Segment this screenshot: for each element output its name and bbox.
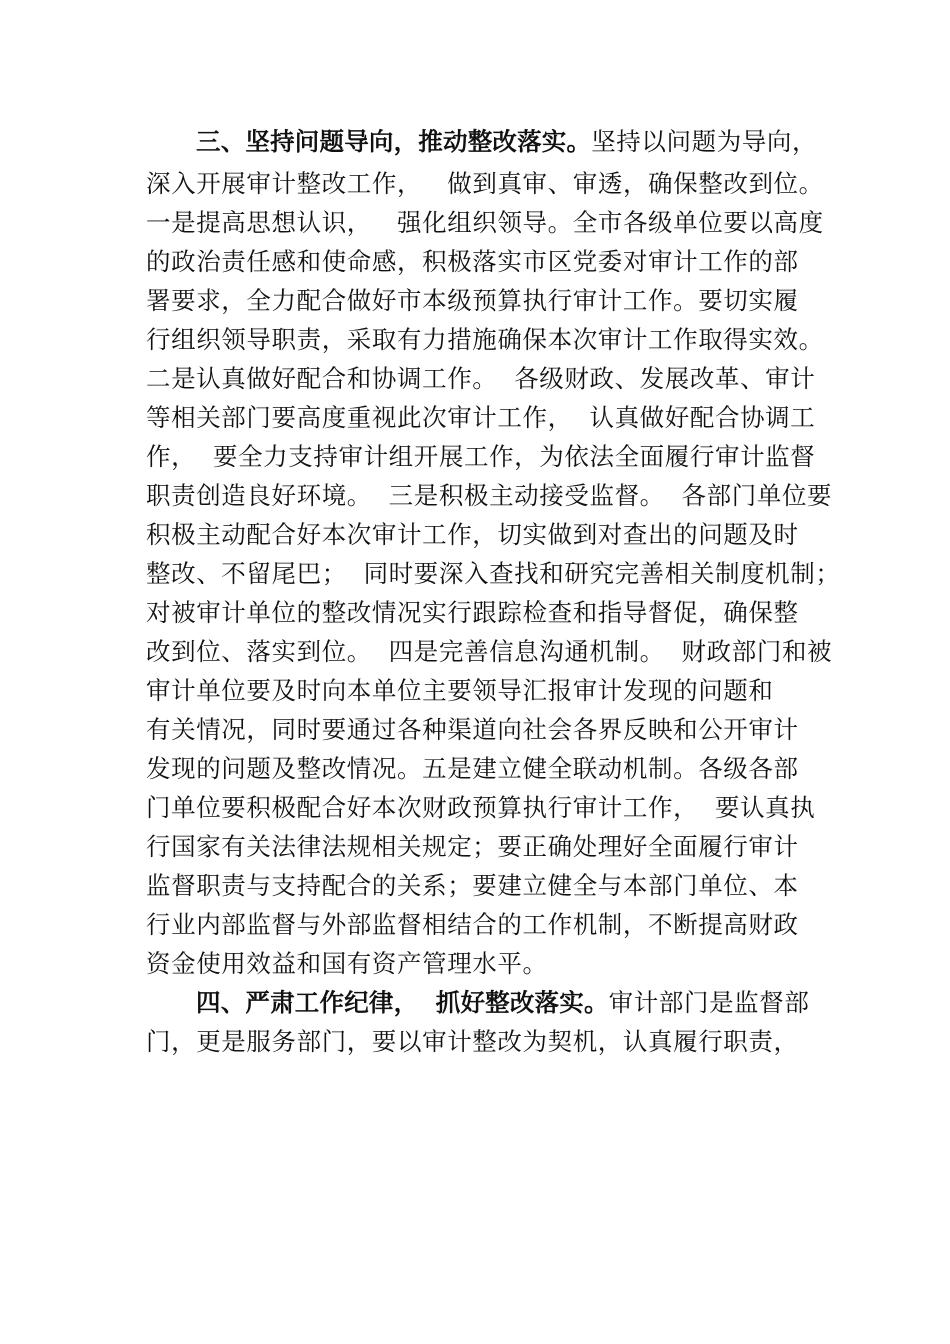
paragraph-line: 二是认真做好配合和协调工作。 各级财政、发展改革、审计: [146, 364, 816, 393]
paragraph-line: 积极主动配合好本次审计工作，切实做到对查出的问题及时: [146, 520, 799, 549]
paragraph-line: 对被审计单位的整改情况实行跟踪检查和指导督促，确保整: [146, 598, 799, 627]
paragraph-line: 等相关部门要高度重视此次审计工作， 认真做好配合协调工: [146, 403, 816, 432]
section-three-paragraph: [146, 120, 841, 983]
paragraph-line: 深入开展审计整改工作， 做到真审、审透，确保整改到位。: [146, 169, 824, 198]
paragraph-line: 审计单位要及时向本单位主要领导汇报审计发现的问题和: [146, 676, 774, 705]
section-four-paragraph: [146, 983, 826, 1061]
paragraph-line: 整改、不留尾巴； 同时要深入查找和研究完善相关制度机制；: [146, 559, 841, 588]
section-heading: 三、坚持问题导向，推动整改落实。: [196, 127, 592, 156]
paragraph-first-line: [146, 983, 826, 1022]
paragraph-text: 审计部门是监督部: [608, 988, 810, 1017]
paragraph-first-line: [146, 120, 826, 164]
paragraph-line: 行国家有关法律法规相关规定；要正确处理好全面履行审计: [146, 832, 799, 861]
paragraph-line: 的政治责任感和使命感，积极落实市区党委对审计工作的部: [146, 247, 799, 276]
paragraph-line: 署要求，全力配合做好市本级预算执行审计工作。要切实履: [146, 286, 799, 315]
paragraph-line: 门单位要积极配合好本次财政预算执行审计工作， 要认真执: [146, 793, 816, 822]
paragraph-line: 门，更是服务部门，要以审计整改为契机，认真履行职责，: [146, 1027, 799, 1056]
paragraph-line: 有关情况，同时要通过各种渠道向社会各界反映和公开审计: [146, 715, 799, 744]
paragraph-text: 坚持以问题为导向，: [591, 127, 818, 156]
section-heading: 四、严肃工作纪律， 抓好整改落实。: [196, 988, 609, 1017]
paragraph-line: 改到位、落实到位。 四是完善信息沟通机制。 财政部门和被: [146, 637, 833, 666]
paragraph-line: 行业内部监督与外部监督相结合的工作机制，不断提高财政: [146, 910, 799, 939]
paragraph-line: 职责创造良好环境。 三是积极主动接受监督。 各部门单位要: [146, 481, 833, 510]
paragraph-line: 作， 要全力支持审计组开展工作，为依法全面履行审计监督: [146, 442, 816, 471]
paragraph-line: 发现的问题及整改情况。五是建立健全联动机制。各级各部: [146, 754, 799, 783]
paragraph-line: 一是提高思想认识， 强化组织领导。全市各级单位要以高度: [146, 208, 824, 237]
paragraph-line: 行组织领导职责，采取有力措施确保本次审计工作取得实效。: [146, 325, 824, 354]
paragraph-line: 监督职责与支持配合的关系；要建立健全与本部门单位、本: [146, 871, 799, 900]
paragraph-line: 资金使用效益和国有资产管理水平。: [146, 949, 548, 978]
